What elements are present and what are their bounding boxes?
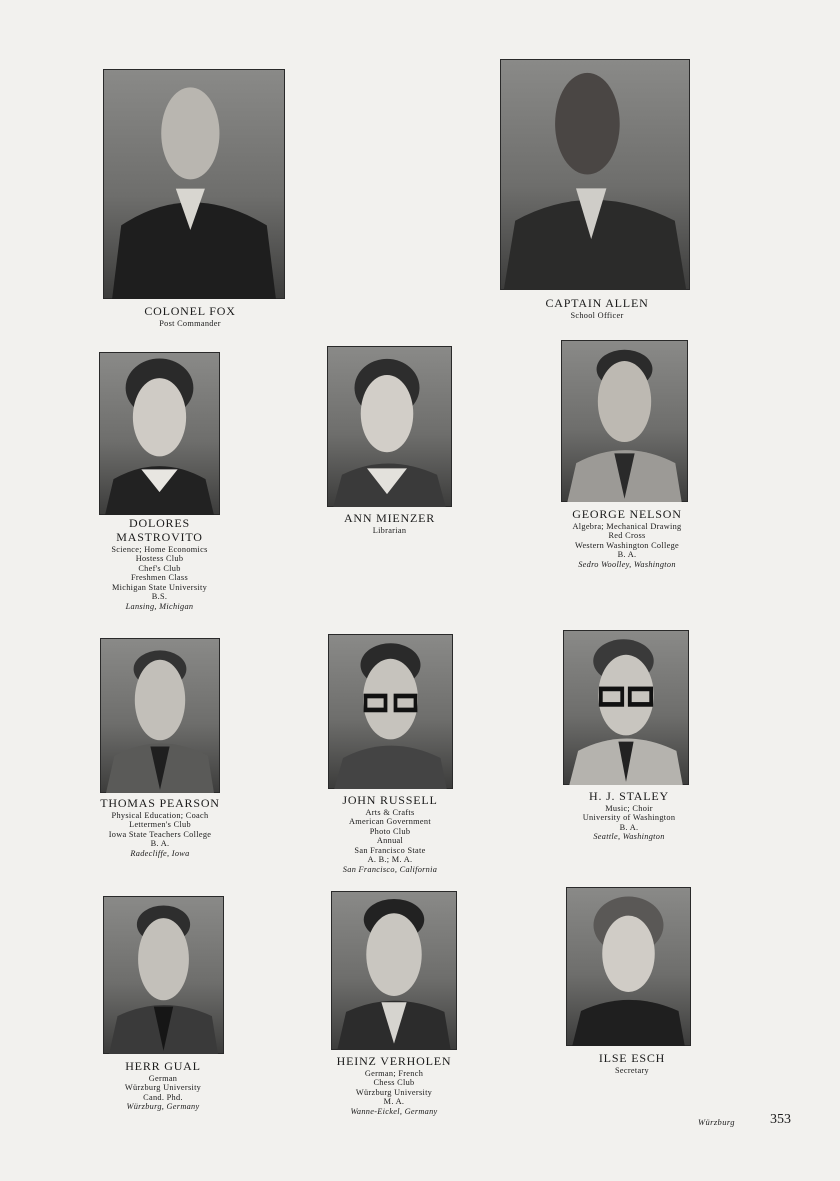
person-detail: Lettermen's Club [129,820,191,830]
portrait-ann-mienzer [327,346,452,507]
person-name: ANN MIENZER [343,511,436,525]
portrait-h-j-staley [563,630,689,785]
person-detail: University of Washington [582,813,676,823]
person-detail: A. B.; M. A. [367,855,413,865]
person-hometown: Seattle, Washington [593,832,665,842]
person-detail: Cand. Phd. [143,1092,183,1102]
caption-thomas-pearson [73,797,247,858]
person-detail: Annual [376,836,404,846]
person-name: COLONEL FOX [144,304,236,318]
caption-ilse-esch [545,1052,719,1075]
person-detail: Würzburg University [124,1083,202,1093]
person-detail: B. A. [617,550,637,560]
person-hometown: Lansing, Michigan [125,601,194,611]
portrait-george-nelson [561,340,688,502]
portrait-john-russell [328,634,453,789]
portrait-colonel-fox [103,69,285,299]
caption-captain-allen [510,297,684,320]
person-detail: Physical Education; Coach [111,810,209,820]
page-number: 353 [770,1112,791,1127]
person-detail: B. A. [619,822,639,832]
person-detail: Würzburg University [355,1087,433,1097]
person-detail: Arts & Crafts [365,807,415,817]
person-hometown: Würzburg, Germany [126,1102,200,1112]
person-detail: Chess Club [373,1078,415,1088]
person-role: School Officer [570,310,624,320]
person-name: JOHN RUSSELL [342,793,438,807]
person-name: GEORGE NELSON [572,507,682,521]
person-detail: Hostess Club [135,554,184,564]
person-detail: B.S. [151,592,168,602]
person-detail: Chef's Club [138,563,181,573]
person-detail: B. A. [150,839,170,849]
person-detail: American Government [349,817,431,827]
person-detail: Photo Club [369,826,411,836]
portrait-captain-allen [500,59,690,290]
person-detail: German; French [364,1068,424,1078]
person-role: Post Commander [159,318,221,328]
person-detail: Freshmen Class [131,573,188,583]
person-name: HERR GUAL [125,1059,201,1073]
caption-john-russell [303,794,477,875]
person-hometown: Wanne-Eickel, Germany [350,1106,438,1116]
caption-dolores-mastrovito [82,517,237,611]
person-name: THOMAS PEARSON [100,796,220,810]
person-name: CAPTAIN ALLEN [545,296,649,310]
caption-herr-gual [76,1060,250,1112]
portrait-heinz-verholen [331,891,457,1050]
person-name: H. J. STALEY [589,789,669,803]
person-detail: Red Cross [608,531,646,541]
person-detail: San Francisco State [354,845,426,855]
person-detail: Iowa State Teachers College [108,829,212,839]
person-role: Librarian [372,525,407,535]
caption-george-nelson [540,508,714,569]
person-detail: German [148,1073,178,1083]
person-hometown: Sedro Woolley, Washington [578,559,676,569]
person-detail: M. A. [383,1097,405,1107]
person-hometown: Radecliffe, Iowa [130,848,190,858]
person-hometown: San Francisco, California [342,864,438,874]
portrait-ilse-esch [566,887,691,1046]
footer-location: Würzburg [698,1117,735,1127]
person-detail: Science; Home Economics [111,544,208,554]
caption-ann-mienzer [312,512,467,535]
portrait-dolores-mastrovito [99,352,220,515]
person-role: Secretary [614,1065,650,1075]
portrait-herr-gual [103,896,224,1054]
person-detail: Algebra; Mechanical Drawing [572,521,682,531]
caption-colonel-fox [103,305,277,328]
person-detail: Western Washington College [574,540,679,550]
person-name: DOLORES MASTROVITO [116,516,203,544]
person-detail: Music; Choir [605,803,653,813]
person-detail: Michigan State University [111,582,208,592]
person-name: ILSE ESCH [598,1051,666,1065]
portrait-thomas-pearson [100,638,220,793]
caption-heinz-verholen [307,1055,481,1116]
caption-h-j-staley [542,790,716,842]
person-name: HEINZ VERHOLEN [336,1054,452,1068]
